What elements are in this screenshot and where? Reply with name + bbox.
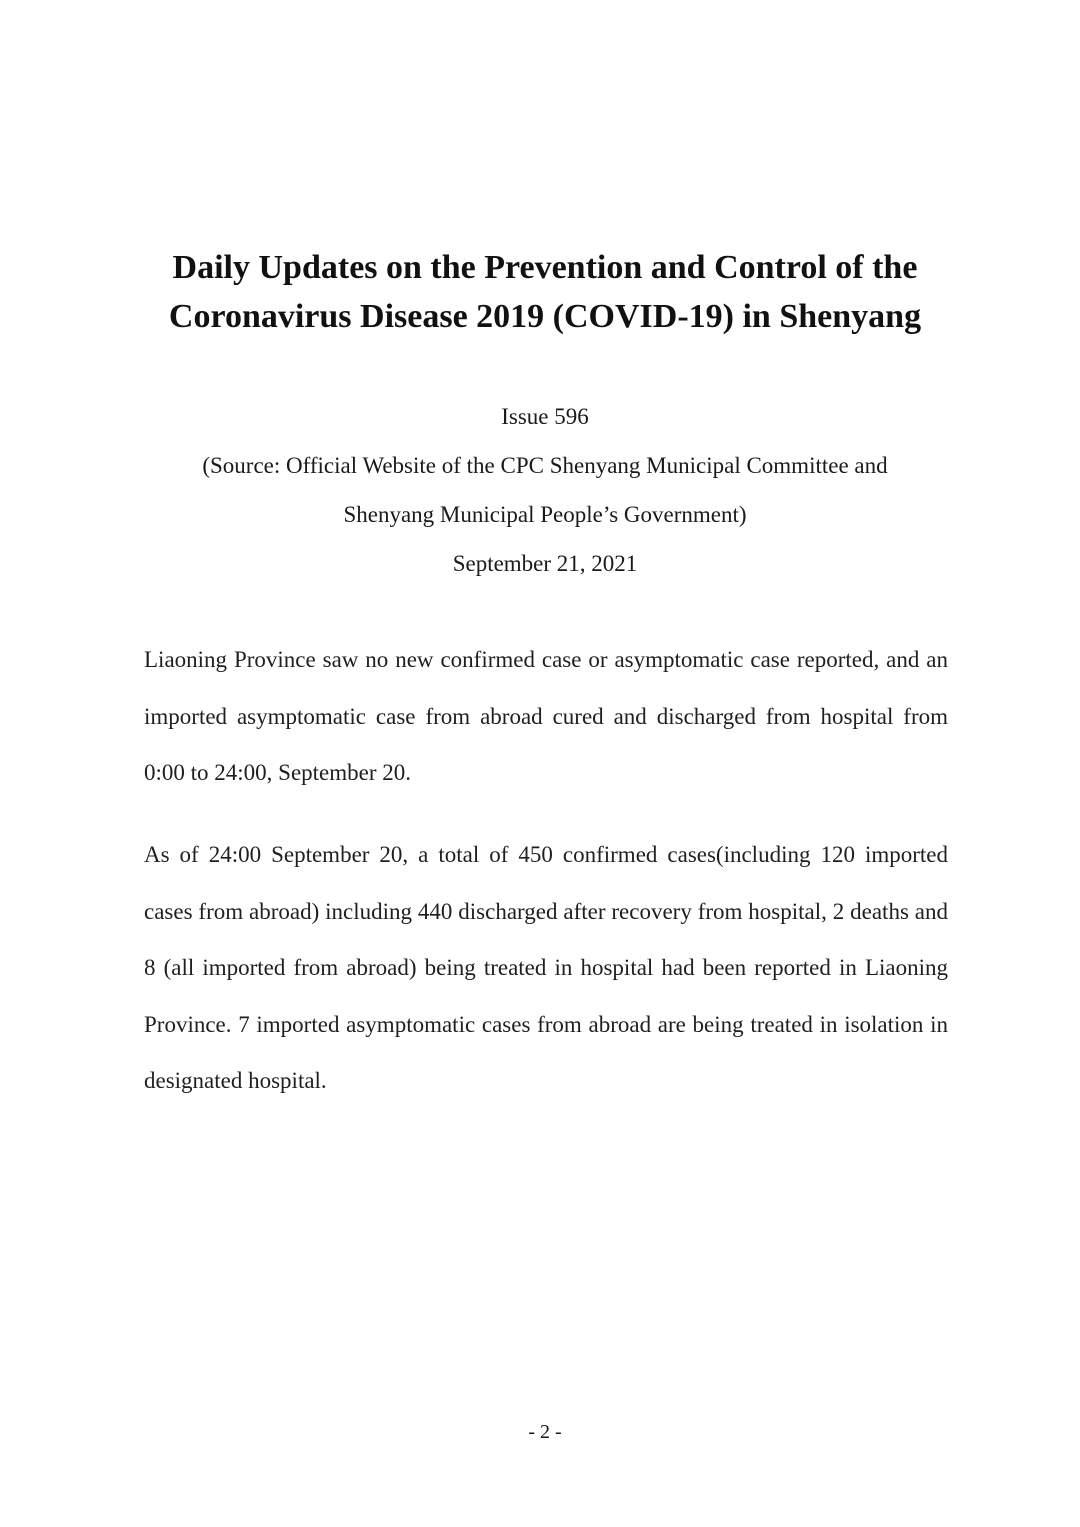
body-paragraph-1: Liaoning Province saw no new confirmed case or asymptomatic case reported, and an imported asymptomatic case from abroad cured and discharged from hospital from 0:00 to 24:00, September 20. (144, 647, 948, 785)
publication-date: September 21, 2021 (452, 551, 638, 576)
issue-number: Issue 596 (501, 404, 589, 429)
source-line-1: (Source: Official Website of the CPC Shenyang Municipal Committee and (202, 453, 888, 478)
page-number: - 2 - (528, 1421, 562, 1443)
document-title: Daily Updates on the Prevention and Control of the Coronavirus Disease 2019 (COVID-19) in Shenyang (168, 249, 922, 335)
body-paragraph-2: As of 24:00 September 20, a total of 450 confirmed cases(including 120 imported cases from abroad) including 440 discharged after recovery from hospital, 2 deaths and 8 (all imported from abroad) being treated in hospital had been reported in Liaoning Province. 7 imported asymptomatic cases from abroad are being treated in isolation in designated hospital. (144, 842, 948, 1093)
source-line-2: Shenyang Municipal People’s Government) (343, 502, 747, 527)
